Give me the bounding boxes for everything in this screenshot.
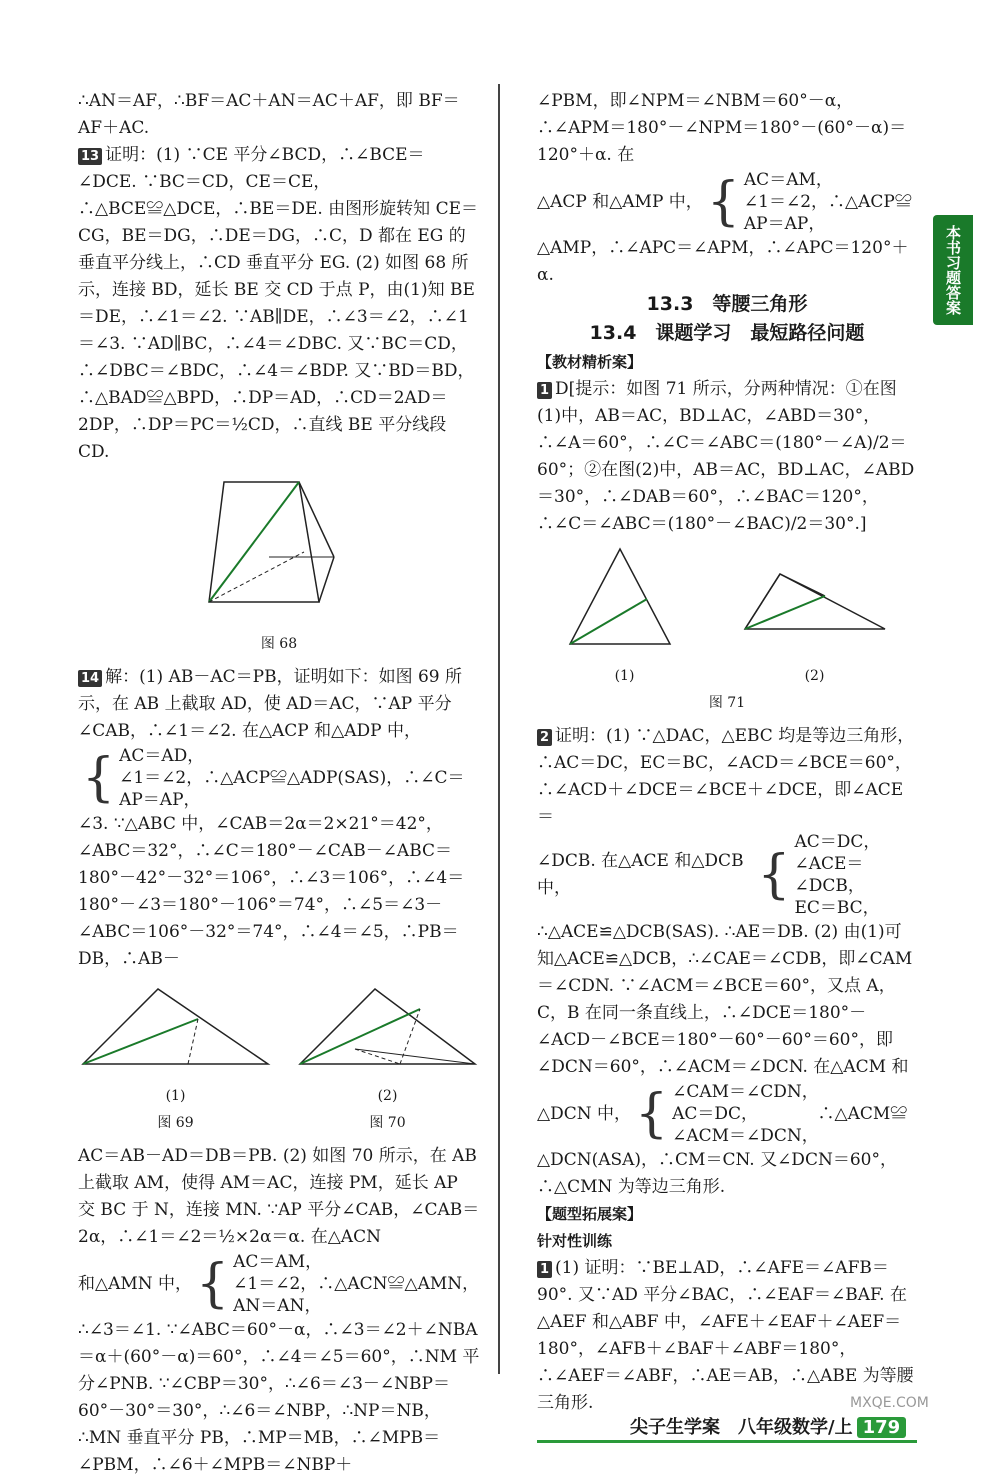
problem-number: 1 [537, 382, 552, 399]
equation-line: AP＝AP， [119, 790, 201, 810]
figure-69-diagram [78, 979, 273, 1074]
equation-line: AC＝DC， ∴△ACM≌ [672, 1104, 908, 1124]
figure-71-2-diagram [740, 544, 890, 654]
paragraph: △AMP，∴∠APC＝∠APM，∴∠APC＝120°＋α. [537, 238, 909, 285]
page-footer [630, 1413, 906, 1439]
sub-caption: (2) [377, 1088, 398, 1104]
watermark: MXQE.COM [850, 1395, 929, 1411]
problem-number: 14 [78, 670, 102, 687]
problem-1 [537, 376, 917, 538]
figure-68-diagram [194, 472, 364, 622]
page-number: 179 [857, 1417, 907, 1438]
figure-68 [78, 472, 480, 658]
equation-line: AN＝AN， [233, 1296, 322, 1316]
right-column [537, 88, 917, 1417]
figure-71-2 [740, 544, 890, 690]
problem-number: 2 [537, 729, 552, 746]
problem-13 [78, 142, 480, 466]
left-column [78, 88, 480, 1479]
section-heading: 13.3 等腰三角形 [646, 293, 808, 315]
problem-2 [537, 723, 917, 831]
figure-71-1 [565, 544, 685, 690]
figure-caption: 图 69 [157, 1115, 194, 1131]
paragraph: 证明：(1) ∵△DAC，△EBC 均是等边三角形，∴AC＝DC，EC＝BC，∠ACD＝∠BCE＝60°，∴∠ACD＋∠DCE＝∠BCE＋∠DCE，即∠ACE＝ [537, 726, 915, 827]
problem-14 [78, 664, 480, 745]
side-tab: 本书习题答案 [933, 215, 973, 325]
footer-rule [537, 1440, 917, 1443]
sub-caption: (2) [804, 668, 825, 684]
book-title: 尖子生学案 [630, 1417, 720, 1438]
brace-icon: { [82, 748, 116, 808]
equation-line: ∠ACE＝∠DCB， [794, 854, 865, 896]
problem-number: 13 [78, 148, 102, 165]
equation-line: AC＝DC， [794, 832, 881, 852]
column-divider [498, 84, 500, 1374]
equation-system [78, 1251, 480, 1317]
equation-system [537, 1081, 917, 1147]
sub-caption: (1) [614, 668, 635, 684]
paragraph: △ACP 和△AMP 中， [537, 191, 703, 212]
subsection-label: 【题型拓展案】 [537, 1205, 643, 1223]
paragraph: D[提示：如图 71 所示，分两种情况：①在图(1)中，AB＝AC，BD⊥AC，∠ABD＝30°，∴∠A＝60°，∴∠C＝∠ABC＝(180°－∠A)/2＝60°；②在图(2)中，AB＝AC，BD⊥AC，∠ABD＝30°，∴∠DAB＝60°，∴∠BAC＝120°，∴∠C＝∠ABC＝(180°－∠BAC)/2＝30°.] [537, 379, 915, 534]
brace-icon: { [757, 845, 791, 905]
section-heading: 13.4 课题学习 最短路径问题 [589, 322, 865, 344]
figure-71 [537, 544, 917, 717]
figure-70-diagram [295, 979, 480, 1074]
subsection-label: 【教材精析案】 [537, 353, 643, 371]
paragraph: △DCN 中， [537, 1103, 631, 1124]
equation-system [537, 831, 917, 919]
paragraph: ∴△ACE≌△DCB(SAS). ∴AE＝DB. (2) 由(1)可知△ACE≌△DCB，∴∠CAE＝∠CDB，即∠CAM＝∠CDN. ∵∠ACM＝∠BCE＝60°，又点 A，C，B 在同一条直线上，∴∠DCE＝180°－∠ACD－∠BCE＝180°－60°－60°＝60°，即∠DCN＝60°，∴∠ACM＝∠DCN. 在△ACM 和 [537, 922, 913, 1077]
equation-line: EC＝BC， [794, 898, 880, 918]
paragraph: ∴∠3＝∠1. ∵∠ABC＝60°－α，∴∠3＝∠2＋∠NBA＝α＋(60°－α)＝60°，∴∠4＝∠5＝60°，∴NM 平分∠PNB. ∵∠CBP＝30°，∴∠6＝∠3－∠NBP＝60°－30°＝30°，∴∠6＝∠NBP，∴NP＝NB，∴MN 垂直平分 PB，∴MP＝MB，∴∠MPB＝∠PBM，∴∠6＋∠MPB＝∠NBP＋ [78, 1320, 480, 1475]
equation-system [78, 745, 480, 811]
paragraph: ∠DCB. 在△ACE 和△DCB 中， [537, 851, 744, 898]
paragraph: 证明：(1) ∵CE 平分∠BCD，∴∠BCE＝∠DCE. ∵BC＝CD，CE＝CE，∴△BCE≌△DCE，∴BE＝DE. 由图形旋转知 CE＝CG，BE＝DG，∴DE＝DG，∴C，D 都在 EG 的垂直平分线上，∴CD 垂直平分 EG. (2) 如图 68 所示，连接 BD，延长 BE 交 CD 于点 P，由(1)知 BE＝DE，∴∠1＝∠2. ∵AB∥DE，∴∠3＝∠2，∴∠1＝∠3. ∵AD∥BC，∴∠4＝∠DBC. 又∵BC＝CD，∴∠DBC＝∠BDC，∴∠4＝∠BDP. 又∵BD＝BD，∴△BAD≌△BPD，∴DP＝AD，∴CD＝2AD＝2DP，∴DP＝PC＝½CD，∴直线 BE 平分线段 CD. [78, 145, 478, 462]
equation-line: ∠CAM＝∠CDN， [672, 1082, 819, 1102]
equation-line: AC＝AD， [119, 746, 205, 766]
figure-69 [78, 979, 273, 1137]
equation-line: AC＝AM， [743, 170, 833, 190]
paragraph: ∠PBM，即∠NPM＝∠NBM＝60°－α，∴∠APM＝180°－∠NPM＝180°－(60°－α)＝120°＋α. 在 [537, 91, 907, 165]
paragraph: △DCN(ASA)，∴CM＝CN. 又∠DCN＝60°，∴△CMN 为等边三角形. [537, 1150, 897, 1197]
paragraph: AC＝AB－AD＝DB＝PB. (2) 如图 70 所示，在 AB 上截取 AM，使得 AM＝AC，连接 PM，延长 AP 交 BC 于 N，连接 MN. ∵AP 平分∠CAB，∠CAB＝2α，∴∠1＝∠2＝½×2α＝α. 在△ACN [78, 1146, 480, 1247]
equation-system [537, 169, 917, 235]
figures-69-70 [78, 979, 480, 1137]
equation-line: AC＝AM， [233, 1252, 323, 1272]
figure-caption: 图 71 [708, 695, 746, 711]
figure-caption: 图 70 [369, 1115, 406, 1131]
paragraph: 和△AMN 中， [78, 1273, 193, 1294]
equation-line: ∠1＝∠2，∴△ACP≌ [743, 192, 912, 212]
equation-line: ∠1＝∠2，∴△ACP≌△ADP(SAS)，∴∠C＝ [119, 768, 465, 788]
figure-71-1-diagram [565, 544, 685, 654]
brace-icon: { [706, 172, 740, 232]
brace-icon: { [635, 1084, 669, 1144]
problem-1-training [537, 1255, 917, 1417]
sub-caption: (1) [165, 1088, 186, 1104]
problem-number: 1 [537, 1261, 552, 1278]
subsection-label: 针对性训练 [537, 1232, 613, 1250]
brace-icon: { [196, 1254, 230, 1314]
paragraph: ∴AN＝AF，∴BF＝AC＋AN＝AC＋AF，即 BF＝AF＋AC. [78, 91, 460, 138]
equation-line: AP＝AP， [743, 214, 826, 234]
paragraph: 解：(1) AB－AC＝PB，证明如下：如图 69 所示，在 AB 上截取 AD，使 AD＝AC，∵AP 平分∠CAB，∴∠1＝∠2. 在△ACP 和△ADP 中， [78, 667, 463, 741]
grade-label: 八年级数学/上 [738, 1417, 853, 1438]
figure-70 [295, 979, 480, 1137]
equation-line: ∠ACM＝∠DCN， [672, 1126, 819, 1146]
paragraph: (1) 证明：∵BE⊥AD，∴∠AFE＝∠AFB＝90°. 又∵AD 平分∠BAC，∴∠EAF＝∠BAF. 在△AEF 和△ABF 中，∠AFE＋∠EAF＋∠AEF＝180°，∠AFB＋∠BAF＋∠ABF＝180°，∴∠AEF＝∠ABF，∴AE＝AB，∴△ABE 为等腰三角形. [537, 1258, 914, 1413]
figure-caption: 图 68 [260, 636, 298, 652]
paragraph: ∠3. ∵△ABC 中，∠CAB＝2α＝2×21°＝42°，∠ABC＝32°，∴∠C＝180°－∠CAB－∠ABC＝180°－42°－32°＝106°，∴∠3＝106°，∴∠4＝180°－∠3＝180°－106°＝74°，∴∠5＝∠3－∠ABC＝106°－32°＝74°，∴∠4＝∠5，∴PB＝DB，∴AB－ [78, 814, 465, 969]
equation-line: ∠1＝∠2，∴△ACN≌△AMN， [233, 1274, 480, 1294]
